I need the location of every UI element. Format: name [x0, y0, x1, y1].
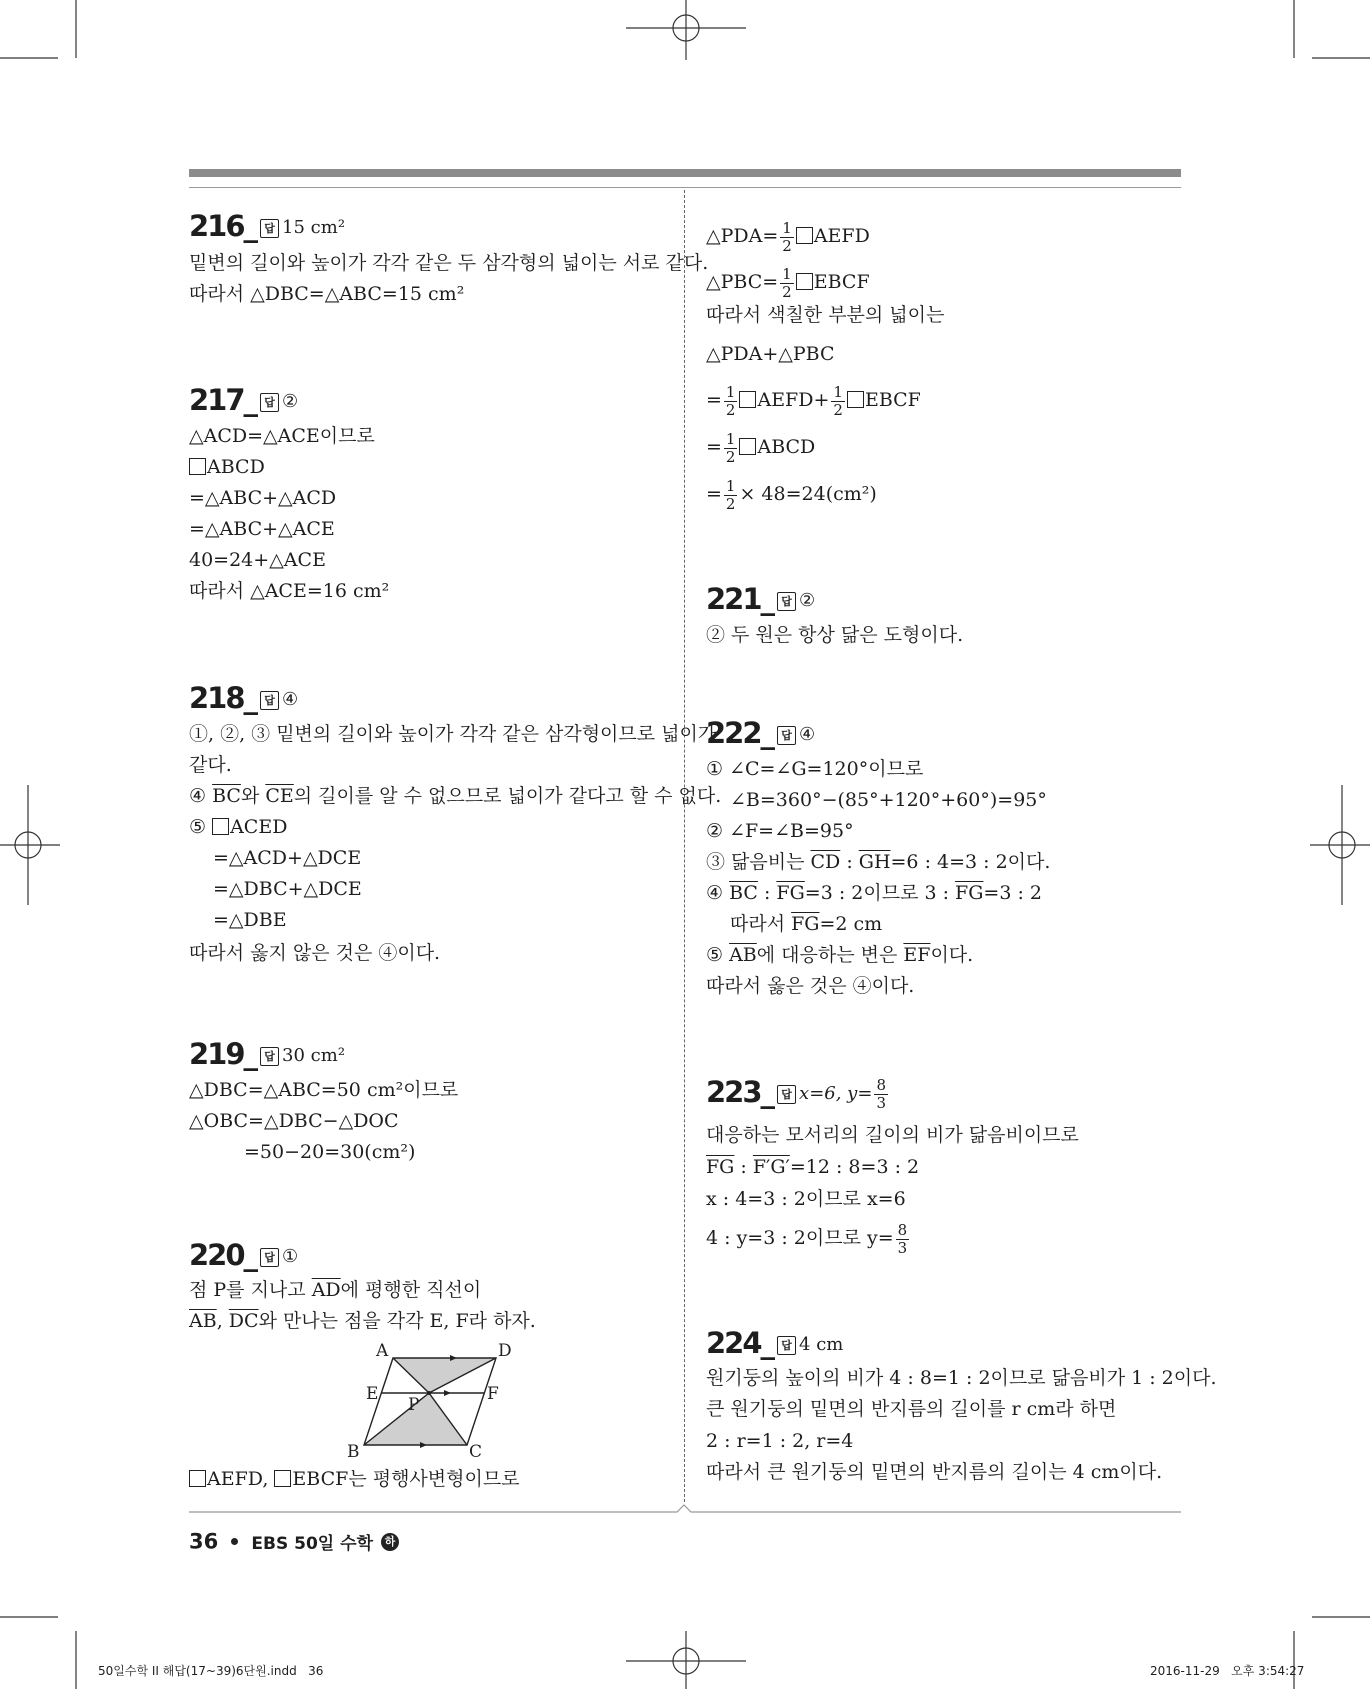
label-b: B — [347, 1442, 360, 1460]
book-volume-badge: 하 — [381, 1533, 399, 1551]
square-symbol-icon — [796, 227, 813, 244]
page-number: 36 — [189, 1529, 219, 1554]
p222-line-8: 따라서 옳은 것은 ④이다. — [706, 975, 915, 997]
p217-line-2: ABCD — [189, 455, 265, 479]
page-footer — [189, 1529, 399, 1559]
p218-line-3: ④ $\overline{BC}$와 $\overline{CE}$의 길이를 알 수 없으므로 넓이가 같다고 할 수 없다. — [189, 785, 722, 807]
square-symbol-icon — [847, 391, 864, 408]
p220-cont-line-5: = $\frac{1}{2}$ AEFD+ $\frac{1}{2}$ EBCF — [706, 382, 921, 419]
p216-line-2: 따라서 △DBC=△ABC=15 cm² — [189, 283, 465, 305]
p220-cont-line-4: △PDA+△PBC — [706, 343, 835, 365]
p219-line-3: =50−20=30(cm²) — [244, 1141, 416, 1163]
p223-line-3: x : 4=3 : 2이므로 x=6 — [706, 1188, 906, 1210]
p218-line-1: ①, ②, ③ 밑변의 길이와 높이가 각각 같은 삼각형이므로 넓이가 — [189, 723, 717, 745]
p224-line-1: 원기둥의 높이의 비가 4 : 8=1 : 2이므로 닮음비가 1 : 2이다. — [706, 1367, 1217, 1389]
label-e: E — [366, 1384, 379, 1404]
fraction: $\frac{1}{2}$ — [833, 382, 843, 419]
answer-badge: 답 — [260, 1047, 279, 1066]
p223-line-4: 4 : y=3 : 2이므로 y= $\frac{8}{3}$ — [706, 1220, 908, 1257]
p217-line-3: =△ABC+△ACD — [189, 487, 337, 509]
label-f: F — [487, 1384, 499, 1404]
p218-line-6: =△DBC+△DCE — [213, 878, 362, 900]
header-bar — [189, 169, 1181, 177]
column-divider — [684, 190, 685, 1502]
p222-line-3: ② ∠F=∠B=95° — [706, 820, 854, 842]
square-symbol-icon — [189, 458, 206, 475]
p221-line-1: ② 두 원은 항상 닮은 도형이다. — [706, 624, 964, 646]
p220-line-1: 점 P를 지나고 $\overline{AD}$에 평행한 직선이 — [189, 1279, 482, 1301]
p224-line-4: 따라서 큰 원기둥의 밑면의 반지름의 길이는 4 cm이다. — [706, 1461, 1163, 1483]
fraction: $\frac{8}{3}$ — [876, 1075, 886, 1112]
p224-line-2: 큰 원기둥의 밑면의 반지름의 길이를 r cm라 하면 — [706, 1398, 1117, 1420]
fraction: $\frac{8}{3}$ — [897, 1220, 908, 1257]
p222-line-7: ⑤ $\overline{AB}$에 대응하는 변은 $\overline{EF}$이다. — [706, 944, 974, 966]
square-symbol-icon — [274, 1470, 291, 1487]
p218-line-4: ⑤ ACED — [189, 816, 288, 838]
fraction: $\frac{1}{2}$ — [725, 382, 736, 419]
arrow-icon — [444, 1390, 451, 1396]
p222-line-4: ③ 닮음비는 $\overline{CD}$ : $\overline{GH}=6$ : 4=3 : 2이다. — [706, 851, 1051, 873]
p217-line-6: 따라서 △ACE=16 cm² — [189, 580, 390, 602]
answer-badge: 답 — [777, 1085, 796, 1104]
fraction: $\frac{1}{2}$ — [725, 429, 736, 466]
p220-line-2: $\overline{AB}$, $\overline{DC}$와 만나는 점을 각각 E, F라 하자. — [189, 1310, 536, 1332]
slug-left: 50일수학 II 해답(17~39)6단원.indd 36 — [98, 1664, 324, 1678]
p217-line-4: =△ABC+△ACE — [189, 518, 335, 540]
book-title: EBS 50일 수학 — [251, 1534, 373, 1554]
fraction: $\frac{1}{2}$ — [725, 476, 736, 513]
answer-badge: 답 — [777, 592, 796, 611]
problem-224-heading: 224_ 답 4 cm — [706, 1326, 844, 1360]
p219-line-2: △OBC=△DBC−△DOC — [189, 1110, 399, 1132]
square-symbol-icon — [212, 818, 229, 835]
p220-cont-line-3: 따라서 색칠한 부분의 넓이는 — [706, 304, 945, 326]
shaded-triangle-pda — [393, 1358, 496, 1393]
square-symbol-icon — [739, 391, 756, 408]
p219-line-1: △DBC=△ABC=50 cm²이므로 — [189, 1079, 459, 1101]
answer-badge: 답 — [260, 219, 279, 238]
answer-badge: 답 — [777, 1336, 796, 1355]
p218-line-5: =△ACD+△DCE — [213, 847, 362, 869]
p222-line-5: ④ $\overline{BC}$ : $\overline{FG}=3$ : 2이므로 3 : $\overline{FG}=3$ : 2 — [706, 882, 1042, 904]
problem-216-heading: 216_ 답 15 cm² — [189, 209, 346, 243]
problem-221-heading: 221_ 답 ② — [706, 582, 816, 616]
p222-line-1: ① ∠C=∠G=120°이므로 — [706, 758, 924, 780]
problem-222-heading: 222_ 답 ④ — [706, 716, 816, 750]
answer-badge: 답 — [260, 691, 279, 710]
bullet-icon — [231, 1538, 238, 1545]
p218-line-7: =△DBE — [213, 909, 287, 931]
label-a: A — [376, 1342, 389, 1361]
p217-line-5: 40=24+△ACE — [189, 549, 326, 571]
p222-line-2: ∠B=360°−(85°+120°+60°)=95° — [730, 789, 1047, 811]
square-symbol-icon — [739, 438, 756, 455]
label-d: D — [498, 1342, 512, 1361]
p220-line-3: AEFD, EBCF는 평행사변형이므로 — [189, 1467, 520, 1491]
p220-cont-line-6: = $\frac{1}{2}$ ABCD — [706, 429, 816, 466]
problem-220-heading: 220_ 답 ① — [189, 1238, 299, 1272]
p223-line-1: 대응하는 모서리의 길이의 비가 닮음비이므로 — [706, 1124, 1079, 1146]
p217-line-1: △ACD=△ACE이므로 — [189, 425, 375, 447]
slug-right: 2016-11-29 오후 3:54:27 — [1150, 1664, 1305, 1678]
fraction: $\frac{1}{2}$ — [782, 218, 792, 255]
answer-badge: 답 — [777, 726, 796, 745]
problem-218-heading: 218_ 답 ④ — [189, 681, 299, 715]
answer-badge: 답 — [260, 1248, 279, 1267]
p223-line-2: $\overline{FG}$ : F′G′=12 : 8=3 : 2 — [706, 1156, 920, 1178]
problem-223-heading: 223_ 답 x=6, y= $\frac{8}{3}$ — [706, 1075, 886, 1112]
p218-line-8: 따라서 옳지 않은 것은 ④이다. — [189, 942, 441, 964]
parallelogram-figure — [339, 1342, 539, 1460]
problem-217-heading: 217_ 답 ② — [189, 383, 299, 417]
square-symbol-icon — [189, 1470, 206, 1487]
fraction: $\frac{1}{2}$ — [782, 264, 792, 301]
p216-line-1: 밑변의 길이와 높이가 각각 같은 두 삼각형의 넓이는 서로 같다. — [189, 252, 709, 274]
p220-cont-line-2: △PBC= $\frac{1}{2}$ EBCF — [706, 264, 870, 301]
footer-rule — [189, 1502, 1181, 1514]
problem-219-heading: 219_ 답 30 cm² — [189, 1037, 346, 1071]
label-p: P — [408, 1395, 420, 1415]
header-rule — [189, 187, 1181, 188]
answer-badge: 답 — [260, 393, 279, 412]
square-symbol-icon — [796, 273, 813, 290]
p220-cont-line-1: △PDA= $\frac{1}{2}$ AEFD — [706, 218, 870, 255]
p218-line-2: 같다. — [189, 754, 232, 776]
p224-line-3: 2 : r=1 : 2, r=4 — [706, 1430, 854, 1452]
p220-cont-line-7: = $\frac{1}{2}$ × 48=24(cm²) — [706, 476, 877, 513]
p222-line-6: 따라서 $\overline{FG}=2$ cm — [730, 913, 883, 935]
label-c: C — [469, 1442, 483, 1460]
